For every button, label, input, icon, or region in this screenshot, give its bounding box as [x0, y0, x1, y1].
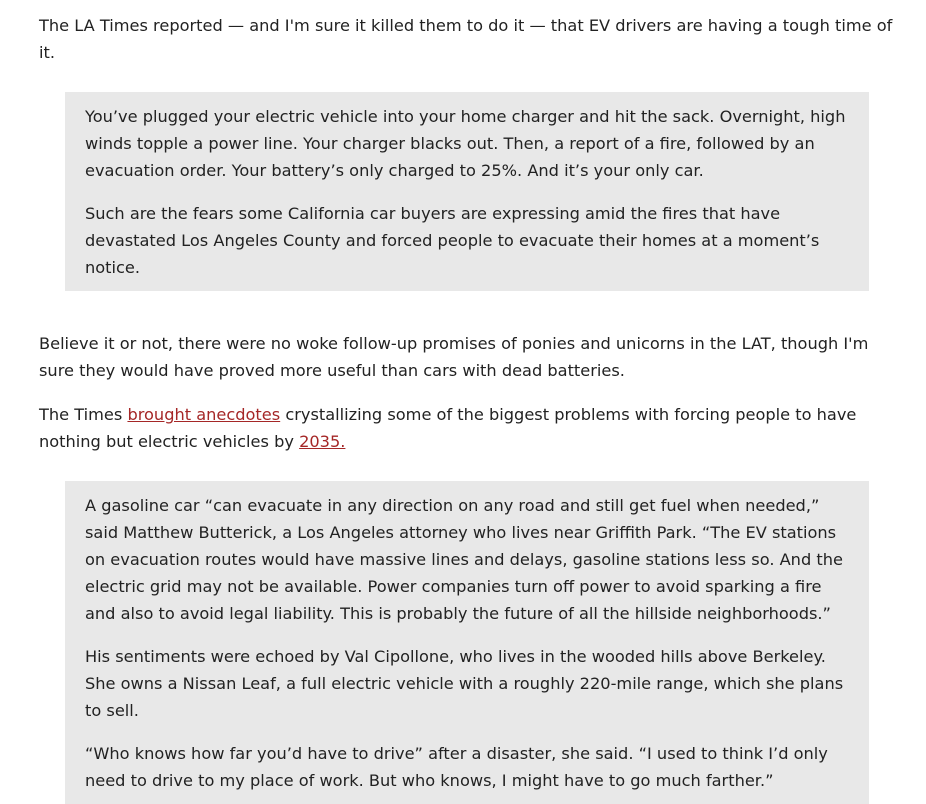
quote-paragraph: His sentiments were echoed by Val Cipollone, who lives in the wooded hills above Berkeley. She owns a Nissan Leaf, a full electric vehicle with a roughly 220-mile range, which she plans to sell. — [85, 647, 844, 720]
intro-paragraph: The LA Times reported — and I'm sure it killed them to do it — that EV drivers are having a tough time of it. — [39, 16, 893, 62]
quote-paragraph: Such are the fears some California car buyers are expressing amid the fires that have devastated Los Angeles County and forced people to evacuate their homes at a moment’s notice. — [85, 204, 820, 277]
paragraph-text: The Times — [39, 405, 128, 424]
spacer — [39, 317, 899, 330]
quote-paragraph: “Who knows how far you’d have to drive” after a disaster, she said. “I used to think I’d only need to drive to my place of work. But who knows, I might have to go much farther.” — [85, 744, 828, 790]
paragraph-text: crystallizing some of the biggest problems with forcing people to have nothing but electric vehicles by — [39, 405, 857, 451]
quote-paragraph: A gasoline car “can evacuate in any direction on any road and still get fuel when needed,” said Matthew Butterick, a Los Angeles attorney who lives near Griffith Park. “The EV stations on evacuation routes would have massive lines and delays, gasoline stations less so. And the electric grid may not be available. Power companies turn off power to avoid sparking a fire and also to avoid legal liability. This is probably the future of all the hillside neighborhoods.” — [85, 496, 843, 623]
blockquote-evacuation-quotes — [65, 481, 869, 804]
ponies-paragraph: Believe it or not, there were no woke follow-up promises of ponies and unicorns in the LAT, though I'm sure they would have proved more useful than cars with dead batteries. — [39, 334, 869, 380]
blockquote-power-outage — [65, 92, 869, 291]
brought-anecdotes-link[interactable]: brought anecdotes — [127, 405, 281, 424]
quote-paragraph: You’ve plugged your electric vehicle into your home charger and hit the sack. Overnight, high winds topple a power line. Your charger blacks out. Then, a report of a fire, followed by an evacuation order. Your battery’s only charged to 25%. And it’s your only car. — [85, 107, 846, 180]
anecdotes-paragraph — [39, 401, 899, 455]
2035-link[interactable]: 2035. — [299, 432, 346, 451]
